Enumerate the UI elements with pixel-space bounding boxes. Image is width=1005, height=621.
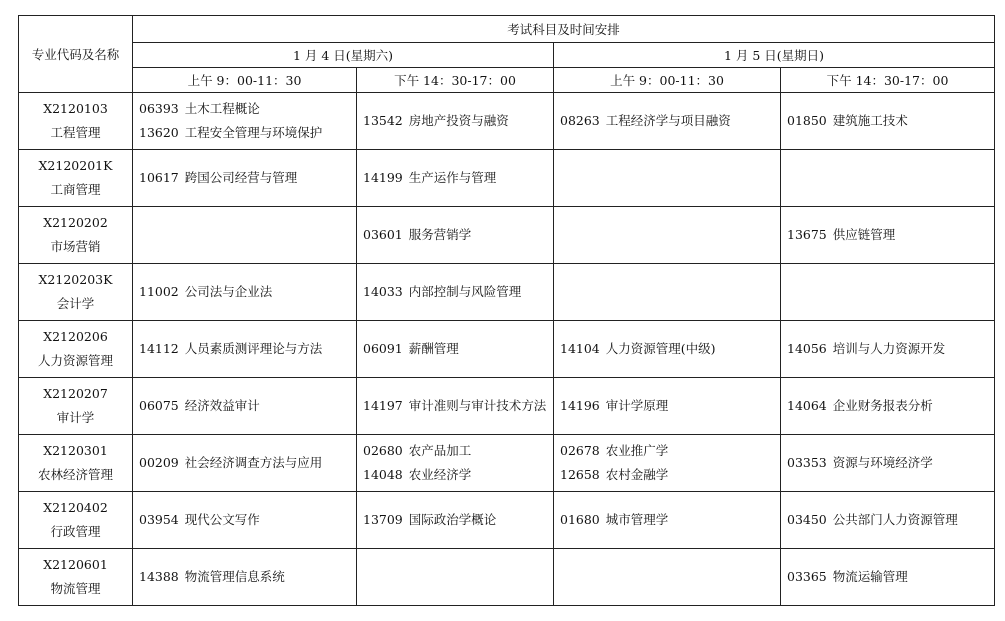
- course-code: 03450: [787, 512, 827, 527]
- course-name: 生产运作与管理: [408, 170, 497, 185]
- course-entry: [787, 223, 988, 247]
- course-cell: [781, 207, 995, 264]
- major-code: X2120601: [43, 557, 108, 572]
- course-code: 12658: [560, 467, 600, 482]
- course-name: 农业经济学: [408, 467, 472, 482]
- major-cell: [19, 321, 133, 378]
- table-row: [19, 549, 995, 606]
- course-entry: [560, 508, 774, 532]
- course-name: 培训与人力资源开发: [832, 341, 946, 356]
- course-cell: [357, 435, 554, 492]
- major-code: X2120301: [43, 443, 108, 458]
- course-entry: [139, 97, 350, 121]
- course-cell: [781, 264, 995, 321]
- course-code: 03601: [363, 227, 403, 242]
- major-cell: [19, 264, 133, 321]
- table-row: [19, 264, 995, 321]
- major-column-header: 专业代码及名称: [19, 16, 133, 93]
- course-cell: [133, 150, 357, 207]
- major-name: 审计学: [56, 410, 95, 425]
- major-name: 物流管理: [50, 581, 101, 596]
- course-entry: [560, 463, 774, 487]
- course-code: 13542: [363, 113, 403, 128]
- course-code: 11002: [139, 284, 179, 299]
- course-name: 工程安全管理与环境保护: [184, 125, 323, 140]
- major-code: X2120207: [43, 386, 108, 401]
- major-cell: [19, 492, 133, 549]
- course-cell: [357, 378, 554, 435]
- course-cell: [357, 93, 554, 150]
- major-name: 市场营销: [50, 239, 101, 254]
- major-cell: [19, 150, 133, 207]
- course-name: 审计准则与审计技术方法: [408, 398, 547, 413]
- major-cell: [19, 93, 133, 150]
- course-name: 薪酬管理: [408, 341, 459, 356]
- major-code: X2120103: [43, 101, 108, 116]
- course-code: 01850: [787, 113, 827, 128]
- course-cell: [554, 321, 781, 378]
- course-name: 跨国公司经营与管理: [184, 170, 298, 185]
- course-cell: [133, 492, 357, 549]
- course-name: 建筑施工技术: [832, 113, 908, 128]
- course-cell: [781, 492, 995, 549]
- course-entry: [560, 109, 774, 133]
- course-cell: [357, 207, 554, 264]
- course-cell: [554, 93, 781, 150]
- course-entry: [363, 394, 547, 418]
- course-cell: [133, 378, 357, 435]
- course-entry: [139, 121, 350, 145]
- course-entry: [363, 223, 547, 247]
- course-name: 服务营销学: [408, 227, 472, 242]
- major-name: 工程管理: [50, 125, 101, 140]
- course-entry: [363, 280, 547, 304]
- course-code: 14112: [139, 341, 179, 356]
- course-name: 经济效益审计: [184, 398, 260, 413]
- course-code: 14104: [560, 341, 600, 356]
- course-code: 14056: [787, 341, 827, 356]
- course-cell: [357, 150, 554, 207]
- major-code: X2120402: [43, 500, 108, 515]
- course-cell: [133, 93, 357, 150]
- course-name: 农产品加工: [408, 443, 472, 458]
- slot-header: 下午 14：30-17：00: [357, 68, 554, 93]
- course-name: 物流管理信息系统: [184, 569, 285, 584]
- course-name: 城市管理学: [605, 512, 669, 527]
- course-cell: [781, 378, 995, 435]
- course-entry: [787, 394, 988, 418]
- course-code: 14197: [363, 398, 403, 413]
- major-cell: [19, 435, 133, 492]
- course-code: 01680: [560, 512, 600, 527]
- course-entry: [560, 337, 774, 361]
- course-cell: [554, 207, 781, 264]
- course-name: 公司法与企业法: [184, 284, 273, 299]
- course-entry: [560, 439, 774, 463]
- course-name: 工程经济学与项目融资: [605, 113, 731, 128]
- course-name: 供应链管理: [832, 227, 896, 242]
- course-code: 06393: [139, 101, 179, 116]
- course-cell: [554, 150, 781, 207]
- course-cell: [781, 150, 995, 207]
- course-code: 13675: [787, 227, 827, 242]
- course-entry: [787, 337, 988, 361]
- course-cell: [133, 264, 357, 321]
- course-cell: [554, 378, 781, 435]
- slot-header: 上午 9：00-11：30: [554, 68, 781, 93]
- course-cell: [357, 492, 554, 549]
- course-name: 物流运输管理: [832, 569, 908, 584]
- course-entry: [787, 508, 988, 532]
- major-cell: [19, 207, 133, 264]
- major-name: 农林经济管理: [37, 467, 113, 482]
- course-code: 03954: [139, 512, 179, 527]
- table-row: [19, 93, 995, 150]
- course-code: 14048: [363, 467, 403, 482]
- table-row: [19, 492, 995, 549]
- course-cell: [357, 264, 554, 321]
- major-name: 会计学: [56, 296, 95, 311]
- course-name: 人力资源管理(中级): [605, 341, 716, 356]
- course-entry: [139, 508, 350, 532]
- major-code: X2120202: [43, 215, 108, 230]
- major-name: 行政管理: [50, 524, 101, 539]
- table-row: [19, 150, 995, 207]
- course-cell: [781, 549, 995, 606]
- course-name: 企业财务报表分析: [832, 398, 933, 413]
- course-name: 公共部门人力资源管理: [832, 512, 958, 527]
- course-entry: [363, 463, 547, 487]
- course-entry: [363, 439, 547, 463]
- course-entry: [363, 508, 547, 532]
- course-cell: [133, 321, 357, 378]
- slot-header: 上午 9：00-11：30: [133, 68, 357, 93]
- course-entry: [363, 337, 547, 361]
- course-entry: [139, 280, 350, 304]
- course-entry: [787, 565, 988, 589]
- course-name: 房地产投资与融资: [408, 113, 509, 128]
- major-cell: [19, 549, 133, 606]
- course-cell: [133, 435, 357, 492]
- course-name: 社会经济调查方法与应用: [184, 455, 323, 470]
- course-code: 14064: [787, 398, 827, 413]
- schedule-body: [19, 93, 995, 606]
- course-code: 14033: [363, 284, 403, 299]
- course-name: 内部控制与风险管理: [408, 284, 522, 299]
- course-name: 农村金融学: [605, 467, 669, 482]
- course-code: 14199: [363, 170, 403, 185]
- slot-header: 下午 14：30-17：00: [781, 68, 995, 93]
- course-entry: [139, 565, 350, 589]
- course-code: 13709: [363, 512, 403, 527]
- course-name: 现代公文写作: [184, 512, 260, 527]
- course-name: 土木工程概论: [184, 101, 260, 116]
- major-name: 人力资源管理: [37, 353, 113, 368]
- course-code: 13620: [139, 125, 179, 140]
- course-entry: [363, 109, 547, 133]
- major-cell: [19, 378, 133, 435]
- course-entry: [139, 394, 350, 418]
- course-name: 农业推广学: [605, 443, 669, 458]
- course-cell: [554, 549, 781, 606]
- course-cell: [357, 321, 554, 378]
- course-cell: [781, 93, 995, 150]
- course-code: 10617: [139, 170, 179, 185]
- course-entry: [560, 394, 774, 418]
- major-code: X2120203K: [38, 272, 113, 287]
- course-name: 国际政治学概论: [408, 512, 497, 527]
- course-cell: [133, 549, 357, 606]
- table-row: [19, 435, 995, 492]
- course-cell: [133, 207, 357, 264]
- course-entry: [139, 451, 350, 475]
- course-code: 00209: [139, 455, 179, 470]
- schedule-title-header: 考试科目及时间安排: [133, 16, 995, 43]
- major-code: X2120201K: [38, 158, 113, 173]
- course-code: 08263: [560, 113, 600, 128]
- course-entry: [363, 166, 547, 190]
- course-cell: [357, 549, 554, 606]
- course-cell: [781, 321, 995, 378]
- course-code: 14388: [139, 569, 179, 584]
- course-code: 03353: [787, 455, 827, 470]
- day1-header: 1 月 4 日(星期六): [133, 43, 554, 68]
- course-name: 人员素质测评理论与方法: [184, 341, 323, 356]
- course-entry: [139, 166, 350, 190]
- course-entry: [787, 109, 988, 133]
- course-entry: [139, 337, 350, 361]
- day2-header: 1 月 5 日(星期日): [554, 43, 995, 68]
- course-cell: [554, 435, 781, 492]
- table-row: [19, 321, 995, 378]
- course-code: 06075: [139, 398, 179, 413]
- table-row: [19, 378, 995, 435]
- major-code: X2120206: [43, 329, 108, 344]
- course-code: 03365: [787, 569, 827, 584]
- exam-schedule-table: [18, 15, 995, 606]
- course-code: 06091: [363, 341, 403, 356]
- course-code: 14196: [560, 398, 600, 413]
- course-cell: [781, 435, 995, 492]
- course-name: 资源与环境经济学: [832, 455, 933, 470]
- course-name: 审计学原理: [605, 398, 669, 413]
- table-row: [19, 207, 995, 264]
- course-code: 02678: [560, 443, 600, 458]
- course-cell: [554, 264, 781, 321]
- course-code: 02680: [363, 443, 403, 458]
- course-cell: [554, 492, 781, 549]
- major-name: 工商管理: [50, 182, 101, 197]
- course-entry: [787, 451, 988, 475]
